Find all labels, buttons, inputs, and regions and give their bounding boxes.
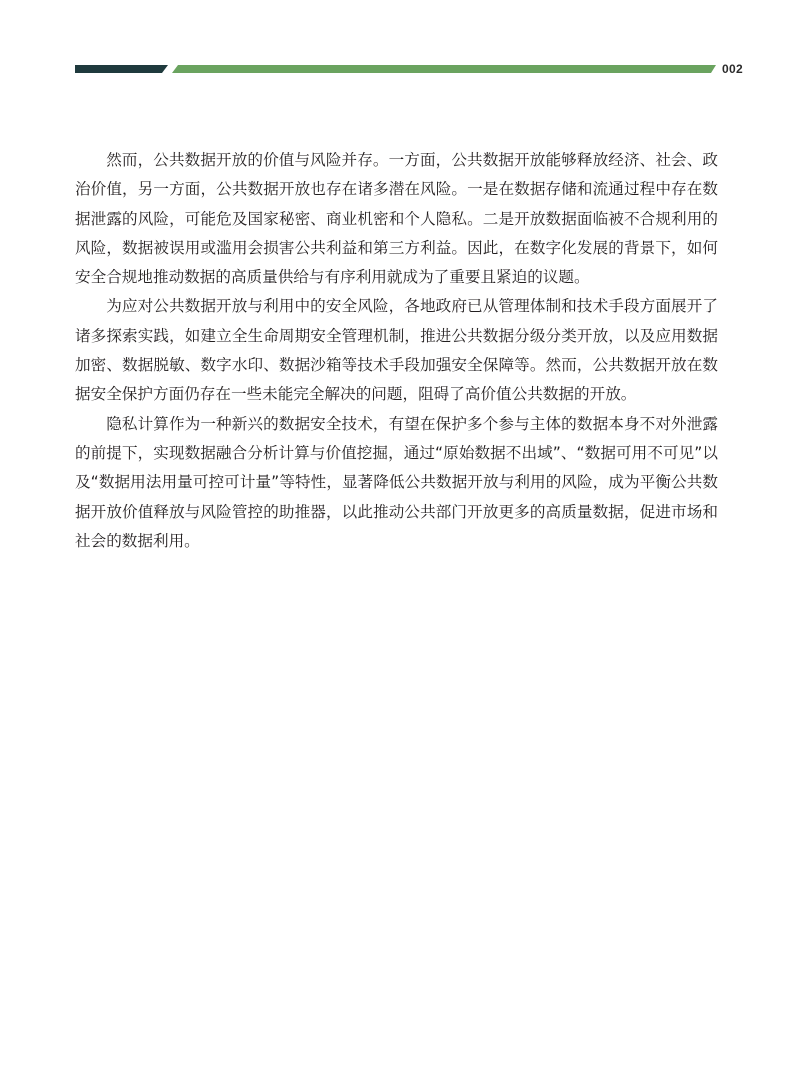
page-number: 002 <box>722 62 743 76</box>
header-decorative-bars <box>0 0 793 90</box>
paragraph-1: 然而，公共数据开放的价值与风险并存。一方面，公共数据开放能够释放经济、社会、政治价值，另一方面，公共数据开放也存在诸多潜在风险。一是在数据存储和流通过程中存在数据泄露的风险，可能危及国家秘密、商业机密和个人隐私。二是开放数据面临被不合规利用的风险，数据被误用或滥用会损害公共利益和第三方利益。因此，在数字化发展的背景下，如何安全合规地推动数据的高质量供给与有序利用就成为了重要且紧迫的议题。 <box>75 151 718 287</box>
header-green-bar <box>172 65 716 73</box>
page-header <box>0 0 793 90</box>
body-text <box>75 146 718 556</box>
paragraph-3: 隐私计算作为一种新兴的数据安全技术，有望在保护多个参与主体的数据本身不对外泄露的前提下，实现数据融合分析计算与价值挖掘，通过“原始数据不出域”、“数据可用不可见”以及“数据用法用量可控可计量”等特性，显著降低公共数据开放与利用的风险，成为平衡公共数据开放价值释放与风险管控的助推器，以此推动公共部门开放更多的高质量数据，促进市场和社会的数据利用。 <box>75 414 718 550</box>
paragraph-2: 为应对公共数据开放与利用中的安全风险，各地政府已从管理体制和技术手段方面展开了诸多探索实践，如建立全生命周期安全管理机制，推进公共数据分级分类开放，以及应用数据加密、数据脱敏、数字水印、数据沙箱等技术手段加强安全保障等。然而，公共数据开放在数据安全保护方面仍存在一些未能完全解决的问题，阻碍了高价值公共数据的开放。 <box>75 297 718 404</box>
header-dark-bar <box>75 65 168 73</box>
